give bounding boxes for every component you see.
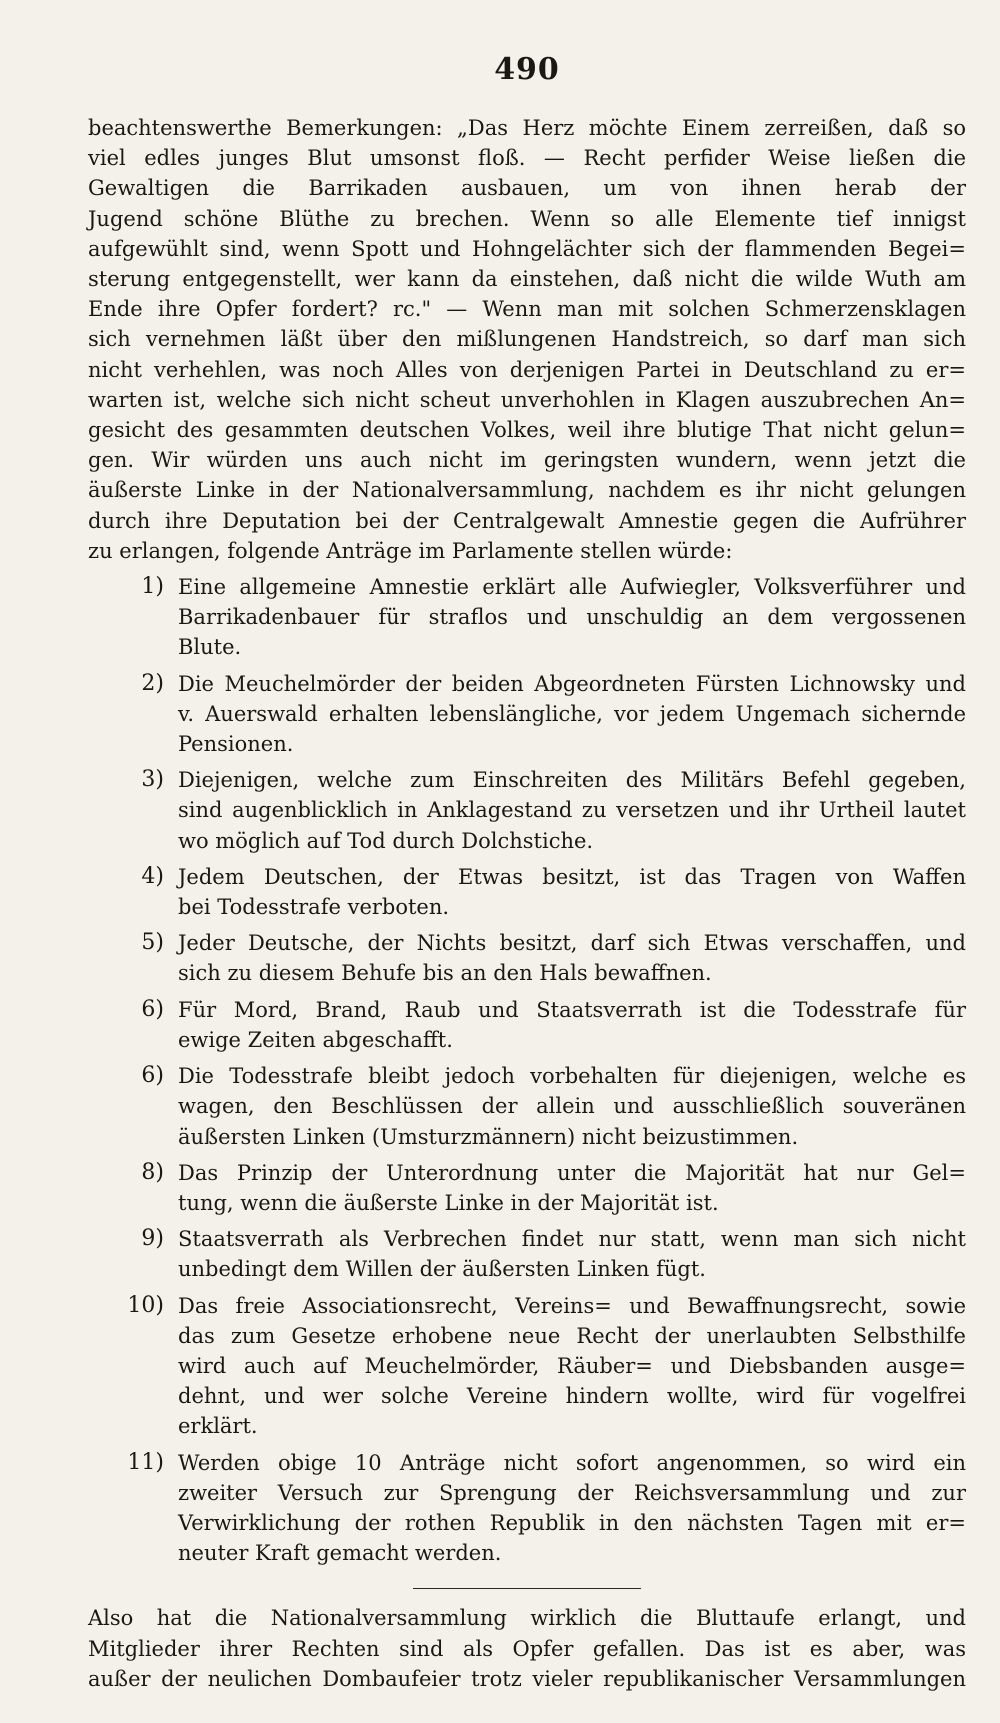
text-line: Blute. [178,635,242,660]
text-line: beachtenswerthe Bemerkungen: „Das Herz möchte Einem zerreißen, daß so [88,116,966,140]
text-line: sterung entgegenstellt, wer kann da einstehen, daß nicht die wilde Wuth am [88,267,966,292]
closing-paragraph [88,1603,966,1694]
item-number: 6) [141,1063,164,1089]
text-line: neuter Kraft gemacht werden. [178,1541,502,1566]
text-line: Pensionen. [178,732,294,757]
list-item [88,669,966,760]
item-number: 11) [127,1449,164,1475]
text-line: Staatsverrath als Verbrechen findet nur statt, wenn man sich nicht [178,1227,966,1252]
text-line: sind augenblicklich in Anklagestand zu versetzen und ihr Urtheil lautet [178,798,966,823]
page-number: 490 [494,52,560,87]
text-line: nicht verhehlen, was noch Alles von derjenigen Partei in Deutschland zu er= [88,357,966,382]
list-item [88,572,966,663]
text-line: wagen, den Beschlüssen der allein und ausschließlich souveränen [178,1094,966,1119]
text-line: Die Meuchelmörder der beiden Abgeordneten Fürsten Lichnowsky und [178,671,966,696]
text-line: Also hat die Nationalversammlung wirklich die Bluttaufe erlangt, und [88,1606,966,1631]
text-line: zu erlangen, folgende Anträge im Parlamente stellen würde: [88,538,733,563]
item-text [178,1061,966,1152]
text-line: das zum Gesetze erhobene neue Recht der unerlaubten Selbsthilfe [178,1323,966,1348]
text-line: Diejenigen, welche zum Einschreiten des Militärs Befehl gegeben, [178,768,966,793]
text-line: wird auch auf Meuchelmörder, Räuber= und Diebsbanden ausge= [178,1353,966,1378]
text-line: zweiter Versuch zur Sprengung der Reichsversammlung und zur [178,1480,966,1505]
item-text [178,928,966,988]
text-line: äußersten Linken (Umsturzmännern) nicht beizustimmen. [178,1124,799,1149]
list-item [88,765,966,856]
list-item [88,862,966,922]
item-number: 10) [127,1292,164,1318]
item-text [178,765,966,856]
item-number: 6) [141,996,164,1022]
item-text [178,862,966,922]
list-item [88,995,966,1055]
text-line: dehnt, und wer solche Vereine hindern wollte, wird für vogelfrei [178,1384,966,1409]
item-text [178,1224,966,1284]
item-text [178,669,966,760]
text-line: durch ihre Deputation bei der Centralgewalt Amnestie gegen die Aufrührer [88,508,966,533]
text-line: Werden obige 10 Anträge nicht sofort angenommen, so wird ein [178,1450,966,1475]
text-line: äußerste Linke in der Nationalversammlung, nachdem es ihr nicht gelungen [88,478,966,503]
item-number: 4) [141,863,164,889]
text-line: Die Todesstrafe bleibt jedoch vorbehalten für diejenigen, welche es [178,1064,966,1089]
item-text [178,1291,966,1442]
text-line: Mitglieder ihrer Rechten sind als Opfer gefallen. Das ist es aber, was [88,1636,966,1661]
item-number: 2) [141,670,164,696]
text-line: erklärt. [178,1414,258,1439]
list-item [88,1158,966,1218]
text-line: Jedem Deutschen, der Etwas besitzt, ist das Tragen von Waffen [178,864,966,889]
text-line: ewige Zeiten abgeschafft. [178,1027,453,1052]
text-line: tung, wenn die äußerste Linke in der Majorität ist. [178,1190,719,1215]
list-item [88,1291,966,1442]
proposal-list [88,572,966,1568]
text-line: Eine allgemeine Amnestie erklärt alle Aufwiegler, Volksverführer und [178,575,966,600]
text-line: Für Mord, Brand, Raub und Staatsverrath ist die Todesstrafe für [178,997,966,1022]
text-line: v. Auerswald erhalten lebenslängliche, vor jedem Ungemach sichernde [178,701,966,726]
text-line: Verwirklichung der rothen Republik in den nächsten Tagen mit er= [178,1510,966,1535]
text-line: bei Todesstrafe verboten. [178,895,450,920]
item-number: 8) [141,1159,164,1185]
text-line: gesicht des gesammten deutschen Volkes, weil ihre blutige That nicht gelun= [88,418,966,443]
list-item [88,1448,966,1569]
text-line: Gewaltigen die Barrikaden ausbauen, um von ihnen herab der [88,176,966,201]
list-item [88,1061,966,1152]
item-number: 3) [141,767,164,793]
text-line: Barrikadenbauer für straflos und unschuldig an dem vergossenen [178,605,966,630]
text-line: sich zu diesem Behufe bis an den Hals bewaffnen. [178,961,712,986]
text-line: gen. Wir würden uns auch nicht im geringsten wundern, wenn jetzt die [88,448,966,473]
text-line: sich vernehmen läßt über den mißlungenen Handstreich, so darf man sich [88,327,966,352]
item-text [178,572,966,663]
intro-paragraph [88,113,966,566]
item-text [178,995,966,1055]
item-number: 9) [141,1226,164,1252]
text-line: viel edles junges Blut umsonst floß. — Recht perfider Weise ließen die [88,146,966,171]
text-line: Jeder Deutsche, der Nichts besitzt, darf sich Etwas verschaffen, und [178,931,966,956]
text-line: Jugend schöne Blüthe zu brechen. Wenn so alle Elemente tief innigst [88,206,966,231]
text-line: außer der neulichen Dombaufeier trotz vieler republikanischer Versammlungen [88,1666,966,1691]
item-text [178,1448,966,1569]
section-divider [413,1588,641,1589]
text-line: Das Prinzip der Unterordnung unter die Majorität hat nur Gel= [178,1160,966,1185]
list-item [88,1224,966,1284]
text-line: warten ist, welche sich nicht scheut unverhohlen in Klagen auszubrechen An= [88,387,966,412]
item-number: 1) [141,574,164,600]
list-item [88,928,966,988]
text-line: aufgewühlt sind, wenn Spott und Hohngelächter sich der flammenden Begei= [88,236,966,261]
item-text [178,1158,966,1218]
text-line: unbedingt dem Willen der äußersten Linken fügt. [178,1257,706,1282]
text-line: Ende ihre Opfer fordert? rc." — Wenn man mit solchen Schmerzensklagen [88,297,966,322]
text-line: Das freie Associationsrecht, Vereins= und Bewaffnungsrecht, sowie [178,1293,966,1318]
item-number: 5) [141,930,164,956]
text-line: wo möglich auf Tod durch Dolchstiche. [178,828,594,853]
